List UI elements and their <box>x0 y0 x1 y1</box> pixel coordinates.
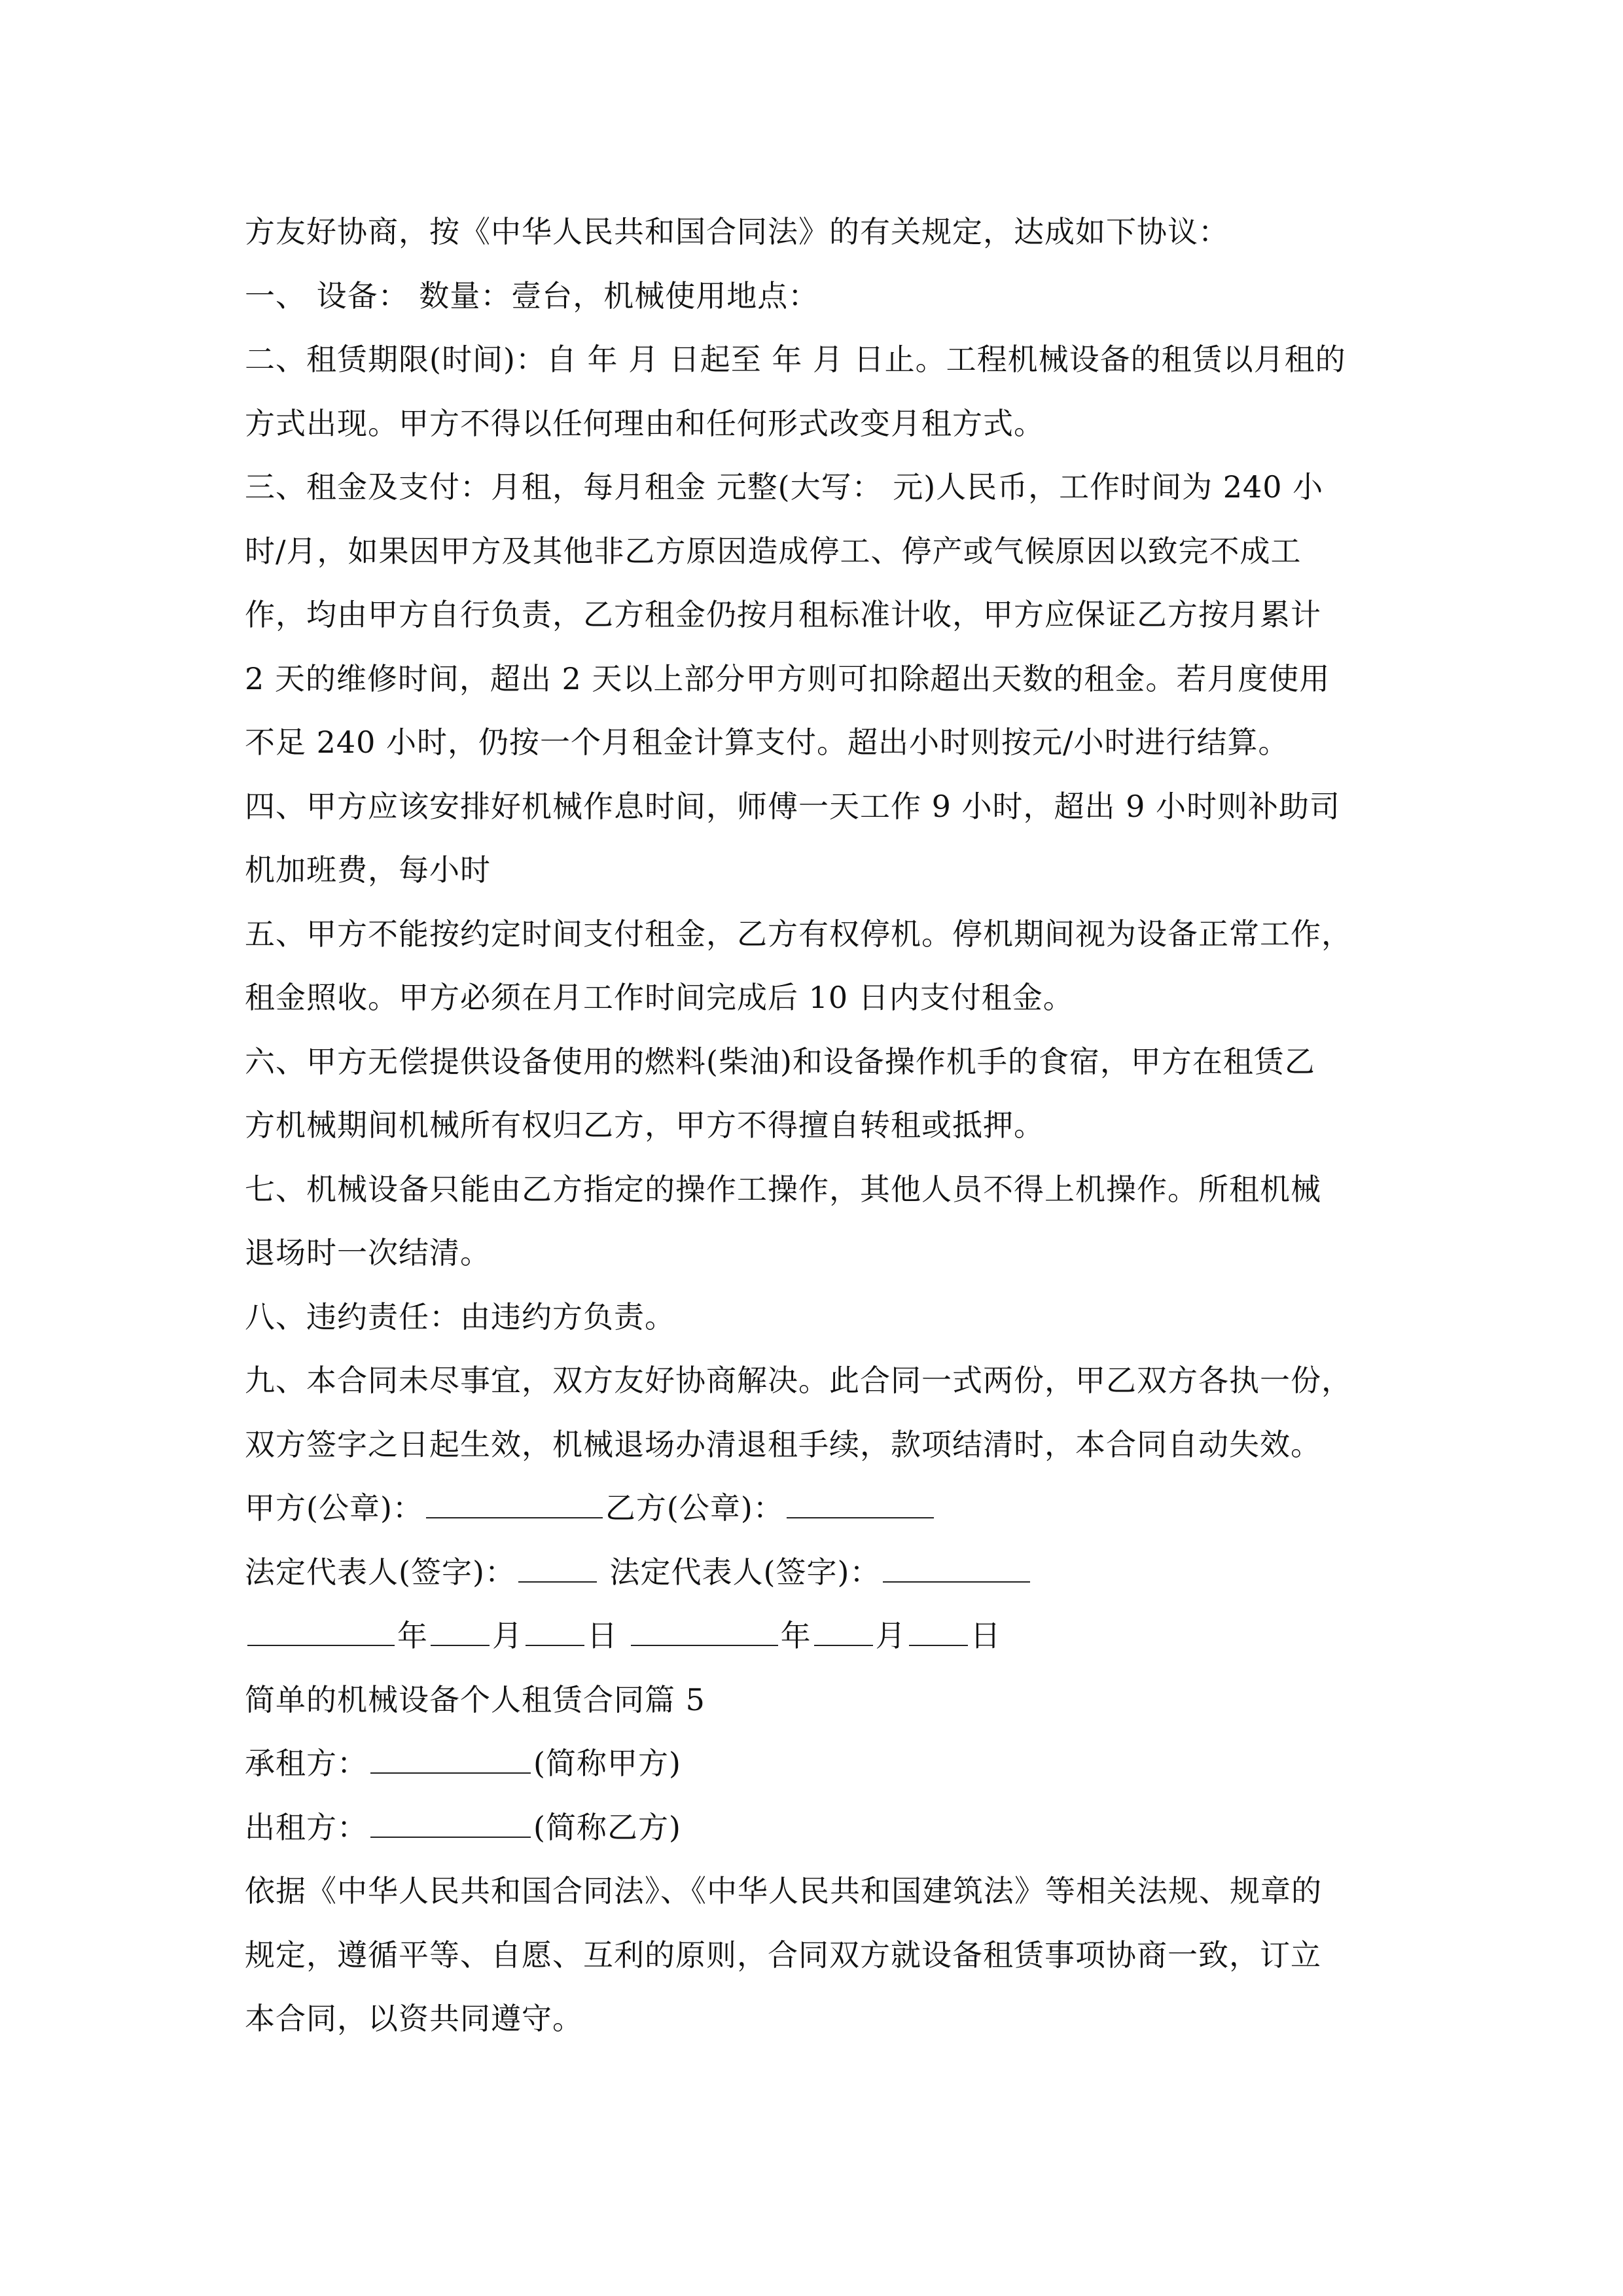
contract-line: 双方签字之日起生效，机械退场办清退租手续，款项结清时，本合同自动失效。 <box>245 1426 1321 1462</box>
representative-line <box>245 1541 1397 1605</box>
contract-line: 作，均由甲方自行负责，乙方租金仍按月租标准计收，甲方应保证乙方按月累计 <box>245 597 1321 632</box>
seal-line <box>245 1477 1397 1541</box>
lessor-suffix: (简称乙方) <box>533 1809 681 1845</box>
lessor-blank <box>370 1810 531 1838</box>
contract-line: 八、违约责任：由违约方负责。 <box>245 1299 675 1335</box>
basis-line: 本合同，以资共同遵守。 <box>245 2001 583 2036</box>
lessor-line <box>245 1796 1397 1860</box>
lessee-blank <box>370 1746 531 1774</box>
document-page <box>245 200 1397 2051</box>
contract-line: 2 天的维修时间，超出 2 天以上部分甲方则可扣除超出天数的租金。若月度使用 <box>245 660 1330 696</box>
date-a-day: 日 <box>587 1618 618 1653</box>
date-b-year-blank <box>631 1619 778 1646</box>
party-a-seal-label: 甲方(公章)： <box>245 1490 423 1526</box>
rep-b-label: 法定代表人(签字)： <box>609 1554 881 1590</box>
date-b-month: 月 <box>875 1618 906 1653</box>
contract-line: 时/月，如果因甲方及其他非乙方原因造成停工、停产或气候原因以致完不成工 <box>245 533 1302 569</box>
lessor-label: 出租方： <box>245 1809 368 1845</box>
rep-b-blank <box>883 1555 1030 1583</box>
date-b-day: 日 <box>970 1618 1001 1653</box>
rep-a-label: 法定代表人(签字)： <box>245 1554 516 1590</box>
contract-line: 不足 240 小时，仍按一个月租金计算支付。超出小时则按元/小时进行结算。 <box>245 725 1289 760</box>
party-b-seal-blank <box>787 1491 934 1518</box>
basis-line: 依据《中华人民共和国合同法》、《中华人民共和国建筑法》等相关法规、规章的 <box>245 1873 1322 1909</box>
lessee-label: 承租方： <box>245 1746 368 1781</box>
party-a-seal-blank <box>426 1491 603 1518</box>
date-a-month: 月 <box>492 1618 523 1653</box>
rep-a-blank <box>518 1555 597 1583</box>
date-a-month-blank <box>431 1619 490 1646</box>
contract-line: 五、甲方不能按约定时间支付租金，乙方有权停机。停机期间视为设备正常工作， <box>245 916 1352 952</box>
contract-line: 租金照收。甲方必须在月工作时间完成后 10 日内支付租金。 <box>245 980 1074 1015</box>
date-line <box>245 1604 1397 1668</box>
contract-line: 方友好协商，按《中华人民共和国合同法》的有关规定，达成如下协议： <box>245 214 1229 249</box>
date-a-year-blank <box>247 1619 395 1646</box>
contract-line: 三、租金及支付：月租，每月租金 元整(大写： 元)人民币，工作时间为 240 小 <box>245 469 1324 505</box>
contract-line: 四、甲方应该安排好机械作息时间，师傅一天工作 9 小时，超出 9 小时则补助司 <box>245 788 1341 824</box>
section-title: 简单的机械设备个人租赁合同篇 5 <box>245 1681 705 1717</box>
contract-line: 方式出现。甲方不得以任何理由和任何形式改变月租方式。 <box>245 405 1044 441</box>
lessee-line <box>245 1732 1397 1796</box>
party-b-seal-label: 乙方(公章)： <box>605 1490 784 1526</box>
lessee-suffix: (简称甲方) <box>533 1746 681 1781</box>
contract-line: 六、甲方无偿提供设备使用的燃料(柴油)和设备操作机手的食宿，甲方在租赁乙 <box>245 1043 1315 1079</box>
contract-line: 九、本合同未尽事宜，双方友好协商解决。此合同一式两份，甲乙双方各执一份， <box>245 1363 1352 1398</box>
date-a-day-blank <box>526 1619 584 1646</box>
basis-line: 规定，遵循平等、自愿、互利的原则，合同双方就设备租赁事项协商一致，订立 <box>245 1937 1321 1973</box>
contract-line: 一、 设备： 数量：壹台，机械使用地点： <box>245 278 819 314</box>
contract-line: 退场时一次结清。 <box>245 1235 491 1270</box>
contract-line: 七、机械设备只能由乙方指定的操作工操作，其他人员不得上机操作。所租机械 <box>245 1171 1321 1207</box>
date-b-day-blank <box>909 1619 968 1646</box>
date-b-month-blank <box>814 1619 873 1646</box>
date-b-year: 年 <box>780 1618 812 1653</box>
contract-line: 二、租赁期限(时间)：自 年 月 日起至 年 月 日止。工程机械设备的租赁以月租的 <box>245 342 1346 377</box>
contract-line: 机加班费，每小时 <box>245 852 491 888</box>
date-a-year: 年 <box>397 1618 428 1653</box>
contract-line: 方机械期间机械所有权归乙方，甲方不得擅自转租或抵押。 <box>245 1107 1044 1143</box>
